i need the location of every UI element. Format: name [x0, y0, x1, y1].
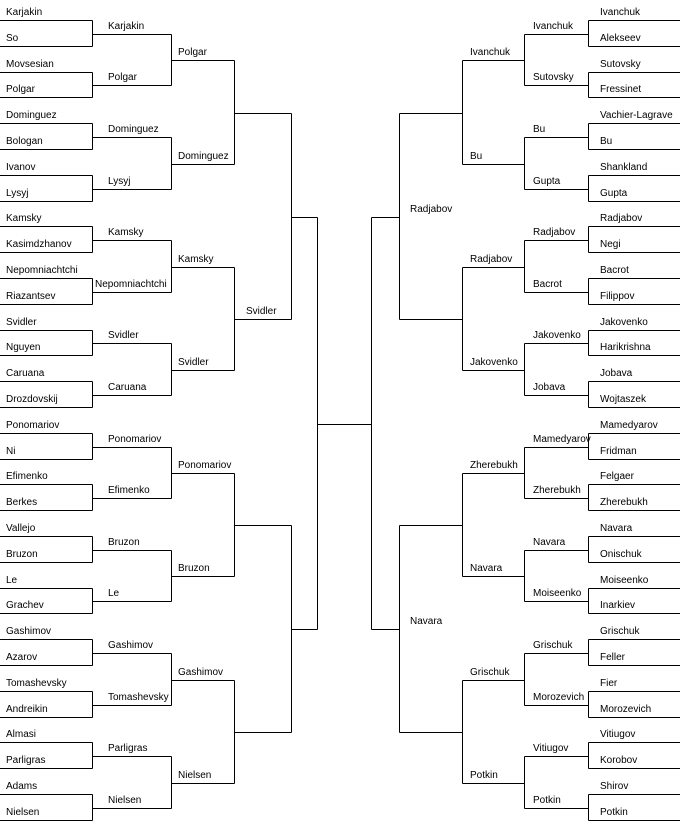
left-round2-player: Nepomniachtchi: [95, 278, 167, 290]
right-round2-player: Bacrot: [533, 278, 562, 290]
right-round1-player: Sutovsky: [600, 58, 641, 70]
right-round1-player: Harikrishna: [600, 341, 651, 353]
right-round1-player: Jakovenko: [600, 316, 648, 328]
right-round3-player: Radjabov: [470, 253, 513, 265]
left-round1-player: Azarov: [6, 651, 38, 663]
right-round3-player: Potkin: [470, 769, 498, 781]
left-round1-player: Nepomniachtchi: [6, 264, 78, 276]
right-round1-player: Shirov: [600, 780, 629, 792]
left-round2-player: Nielsen: [108, 794, 142, 806]
right-round1-player: Wojtaszek: [600, 393, 646, 405]
right-round1-player: Vachier-Lagrave: [600, 109, 673, 121]
left-round2-player: Caruana: [108, 381, 147, 393]
left-round3-player: Gashimov: [178, 666, 224, 678]
right-round2-player: Morozevich: [533, 691, 585, 703]
right-round3-player: Ivanchuk: [470, 46, 511, 58]
left-round1-player: Efimenko: [6, 470, 48, 482]
right-round1-player: Korobov: [600, 754, 638, 766]
left-round1-player: Gashimov: [6, 625, 52, 637]
left-round3-player: Kamsky: [178, 253, 214, 265]
right-round2-player: Jakovenko: [533, 329, 581, 341]
left-round1-player: Lysyj: [6, 187, 29, 199]
left-round2-player: Karjakin: [108, 20, 145, 32]
left-round1-player: Almasi: [6, 728, 37, 740]
right-round4-player: Navara: [410, 615, 443, 627]
left-round2-player: Le: [108, 587, 120, 599]
right-round2-player: Gupta: [533, 175, 561, 187]
left-round1-player: So: [6, 32, 19, 44]
right-round1-player: Bacrot: [600, 264, 629, 276]
left-round1-player: Ni: [6, 445, 16, 457]
left-round1-player: Nguyen: [6, 341, 41, 353]
left-round1-player: Ponomariov: [6, 419, 60, 431]
right-round1-player: Fridman: [600, 445, 637, 457]
right-round1-player: Morozevich: [600, 703, 652, 715]
left-round1-player: Drozdovskij: [6, 393, 58, 405]
right-round2-player: Navara: [533, 536, 566, 548]
right-round2-player: Zherebukh: [533, 484, 581, 496]
left-round3-player: Polgar: [178, 46, 207, 58]
left-round1-player: Bologan: [6, 135, 43, 147]
left-round1-player: Berkes: [6, 496, 38, 508]
right-round2-player: Mamedyarov: [533, 433, 591, 445]
right-round2-player: Grischuk: [533, 639, 573, 651]
right-round1-player: Ivanchuk: [600, 6, 641, 18]
right-round1-player: Fressinet: [600, 83, 642, 95]
right-round1-player: Radjabov: [600, 212, 643, 224]
right-round1-player: Fier: [600, 677, 618, 689]
left-round1-player: Nielsen: [6, 806, 40, 818]
right-round2-player: Ivanchuk: [533, 20, 574, 32]
left-round1-player: Svidler: [6, 316, 37, 328]
left-round2-player: Polgar: [108, 71, 137, 83]
right-round1-player: Potkin: [600, 806, 628, 818]
left-round1-player: Polgar: [6, 83, 35, 95]
right-round1-player: Felgaer: [600, 470, 634, 482]
right-round3-player: Zherebukh: [470, 459, 518, 471]
right-round1-player: Feller: [600, 651, 626, 663]
left-round2-player: Svidler: [108, 329, 139, 341]
right-round1-player: Navara: [600, 522, 633, 534]
right-round1-player: Jobava: [600, 367, 633, 379]
left-round1-player: Karjakin: [6, 6, 43, 18]
right-round2-player: Bu: [533, 123, 546, 135]
left-round1-player: Riazantsev: [6, 290, 56, 302]
left-round4-player: Svidler: [246, 305, 277, 317]
right-round1-player: Inarkiev: [600, 599, 636, 611]
left-round1-player: Grachev: [6, 599, 44, 611]
left-round2-player: Gashimov: [108, 639, 154, 651]
right-round3-player: Bu: [470, 150, 483, 162]
right-round1-player: Moiseenko: [600, 574, 649, 586]
left-round2-player: Tomashevsky: [108, 691, 169, 703]
right-round3-player: Jakovenko: [470, 356, 518, 368]
left-round1-player: Caruana: [6, 367, 45, 379]
left-round3-player: Nielsen: [178, 769, 212, 781]
left-round1-player: Kamsky: [6, 212, 42, 224]
right-round1-player: Alekseev: [600, 32, 641, 44]
left-round1-player: Dominguez: [6, 109, 57, 121]
left-round2-player: Ponomariov: [108, 433, 162, 445]
right-round1-player: Vitiugov: [600, 728, 636, 740]
left-round2-player: Lysyj: [108, 175, 131, 187]
left-round3-player: Svidler: [178, 356, 209, 368]
right-round2-player: Sutovsky: [533, 71, 574, 83]
right-round3-player: Navara: [470, 562, 503, 574]
right-round1-player: Bu: [600, 135, 613, 147]
left-round3-player: Bruzon: [178, 562, 210, 574]
right-round1-player: Negi: [600, 238, 621, 250]
left-round2-player: Bruzon: [108, 536, 140, 548]
left-round1-player: Vallejo: [6, 522, 36, 534]
right-round2-player: Radjabov: [533, 226, 576, 238]
left-round2-player: Kamsky: [108, 226, 144, 238]
right-round1-player: Gupta: [600, 187, 628, 199]
right-round4-player: Radjabov: [410, 203, 453, 215]
right-round1-player: Zherebukh: [600, 496, 648, 508]
right-round1-player: Onischuk: [600, 548, 642, 560]
left-round2-player: Dominguez: [108, 123, 159, 135]
right-round2-player: Potkin: [533, 794, 561, 806]
right-round2-player: Vitiugov: [533, 742, 569, 754]
left-round1-player: Parligras: [6, 754, 46, 766]
right-round3-player: Grischuk: [470, 666, 510, 678]
left-round1-player: Le: [6, 574, 18, 586]
right-round1-player: Filippov: [600, 290, 635, 302]
left-round1-player: Andreikin: [6, 703, 48, 715]
left-round1-player: Kasimdzhanov: [6, 238, 72, 250]
left-round2-player: Parligras: [108, 742, 148, 754]
left-round1-player: Ivanov: [6, 161, 36, 173]
right-round1-player: Grischuk: [600, 625, 640, 637]
right-round1-player: Mamedyarov: [600, 419, 658, 431]
left-round3-player: Dominguez: [178, 150, 229, 162]
left-round1-player: Bruzon: [6, 548, 38, 560]
right-round1-player: Shankland: [600, 161, 648, 173]
left-round2-player: Efimenko: [108, 484, 150, 496]
right-round2-player: Moiseenko: [533, 587, 582, 599]
left-round3-player: Ponomariov: [178, 459, 232, 471]
left-round1-player: Tomashevsky: [6, 677, 67, 689]
left-round1-player: Movsesian: [6, 58, 54, 70]
right-round2-player: Jobava: [533, 381, 566, 393]
left-round1-player: Adams: [6, 780, 38, 792]
